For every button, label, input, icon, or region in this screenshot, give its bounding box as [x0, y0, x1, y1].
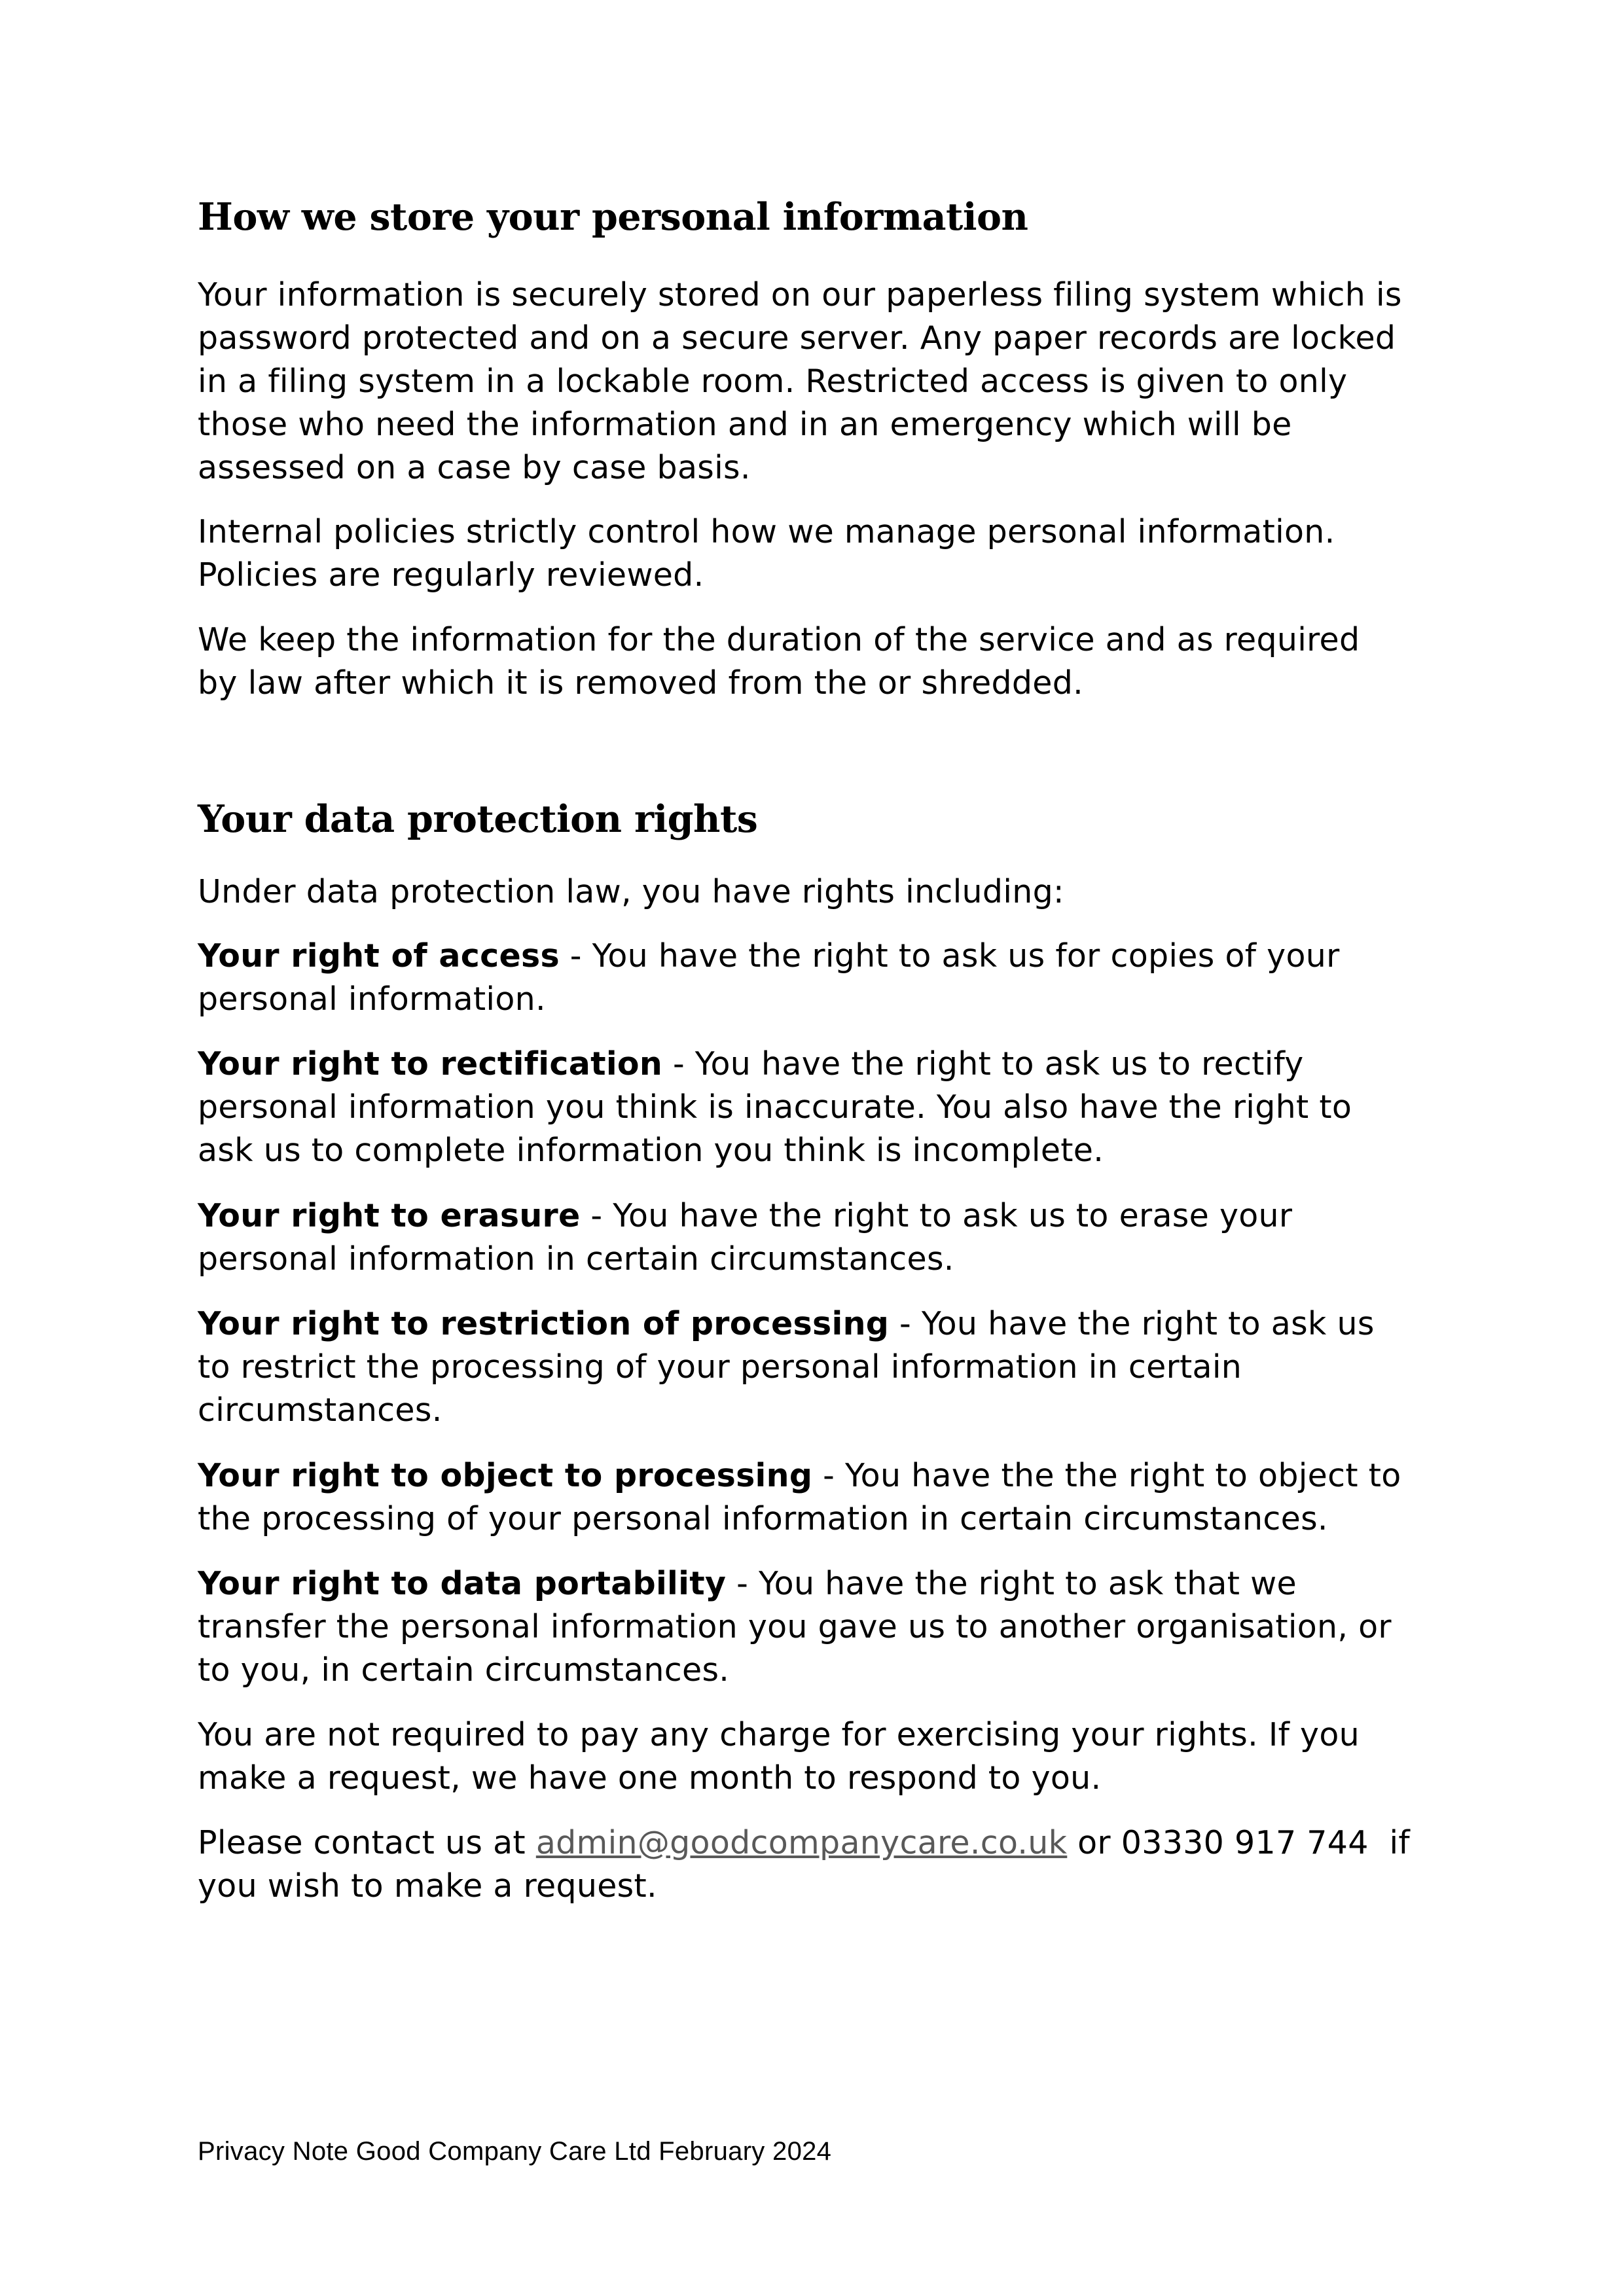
paragraph-retention: [198, 619, 1360, 705]
paragraph-line: We keep the information for the duration of the service and as required: [198, 621, 1360, 658]
right-text: personal information.: [198, 980, 546, 1018]
right-text: ask us to complete information you think is incomplete.: [198, 1132, 1104, 1169]
paragraph-rights-intro: Under data protection law, you have rights including:: [198, 873, 1064, 910]
paragraph-line: make a request, we have one month to respond to you.: [198, 1759, 1102, 1797]
right-text: - You have the right to ask us to erase your: [580, 1197, 1293, 1234]
paragraph-line: assessed on a case by case basis.: [198, 449, 751, 486]
right-object: [198, 1454, 1401, 1541]
right-title: Your right to erasure: [198, 1197, 581, 1234]
right-title: Your right to restriction of processing: [198, 1305, 890, 1342]
paragraph-line: Your information is securely stored on our paperless filing system which is: [198, 276, 1402, 314]
right-text: - You have the right to ask us to rectify: [662, 1045, 1304, 1083]
right-title: Your right to data portability: [198, 1565, 727, 1602]
right-text: to you, in certain circumstances.: [198, 1651, 730, 1689]
heading-data-rights: Your data protection rights: [198, 797, 758, 841]
paragraph-line: Policies are regularly reviewed.: [198, 556, 704, 594]
right-access: [198, 935, 1340, 1021]
right-text: - You have the the right to object to: [812, 1457, 1401, 1494]
right-text: - You have the right to ask us: [889, 1305, 1375, 1342]
paragraph-line: Internal policies strictly control how we manage personal information.: [198, 513, 1335, 550]
right-text: personal information you think is inaccurate. You also have the right to: [198, 1088, 1352, 1126]
paragraph-policies: [198, 511, 1335, 597]
contact-text: or 03330 917 744 if: [1067, 1824, 1410, 1861]
email-link[interactable]: admin@goodcompanycare.co.uk: [535, 1824, 1068, 1861]
right-text: - You have the right to ask that we: [726, 1565, 1297, 1602]
right-erasure: [198, 1194, 1292, 1281]
right-text: circumstances.: [198, 1391, 442, 1429]
right-text: the processing of your personal information in certain circumstances.: [198, 1500, 1328, 1537]
paragraph-charges: [198, 1713, 1360, 1800]
right-title: Your right to rectification: [198, 1045, 663, 1083]
right-title: Your right to object to processing: [198, 1457, 813, 1494]
right-rectification: [198, 1043, 1352, 1172]
paragraph-line: those who need the information and in an emergency which will be: [198, 406, 1292, 443]
paragraph-line: by law after which it is removed from the or shredded.: [198, 664, 1083, 702]
right-restriction: [198, 1302, 1375, 1432]
right-text: personal information in certain circumstances.: [198, 1240, 954, 1278]
page-footer: Privacy Note Good Company Care Ltd February 2024: [198, 2137, 832, 2166]
heading-store-info: How we store your personal information: [198, 195, 1028, 239]
right-title: Your right of access: [198, 937, 560, 975]
right-text: - You have the right to ask us for copies of your: [559, 937, 1340, 975]
paragraph-contact: [198, 1821, 1410, 1908]
paragraph-line: password protected and on a secure server. Any paper records are locked: [198, 319, 1396, 357]
paragraph-storage: [198, 274, 1402, 490]
contact-text: you wish to make a request.: [198, 1867, 657, 1905]
right-text: to restrict the processing of your personal information in certain: [198, 1348, 1242, 1386]
right-text: transfer the personal information you gave us to another organisation, or: [198, 1608, 1392, 1645]
paragraph-line: in a filing system in a lockable room. Restricted access is given to only: [198, 363, 1348, 400]
contact-text: Please contact us at: [198, 1824, 536, 1861]
paragraph-line: You are not required to pay any charge for exercising your rights. If you: [198, 1716, 1360, 1753]
right-portability: [198, 1562, 1392, 1692]
